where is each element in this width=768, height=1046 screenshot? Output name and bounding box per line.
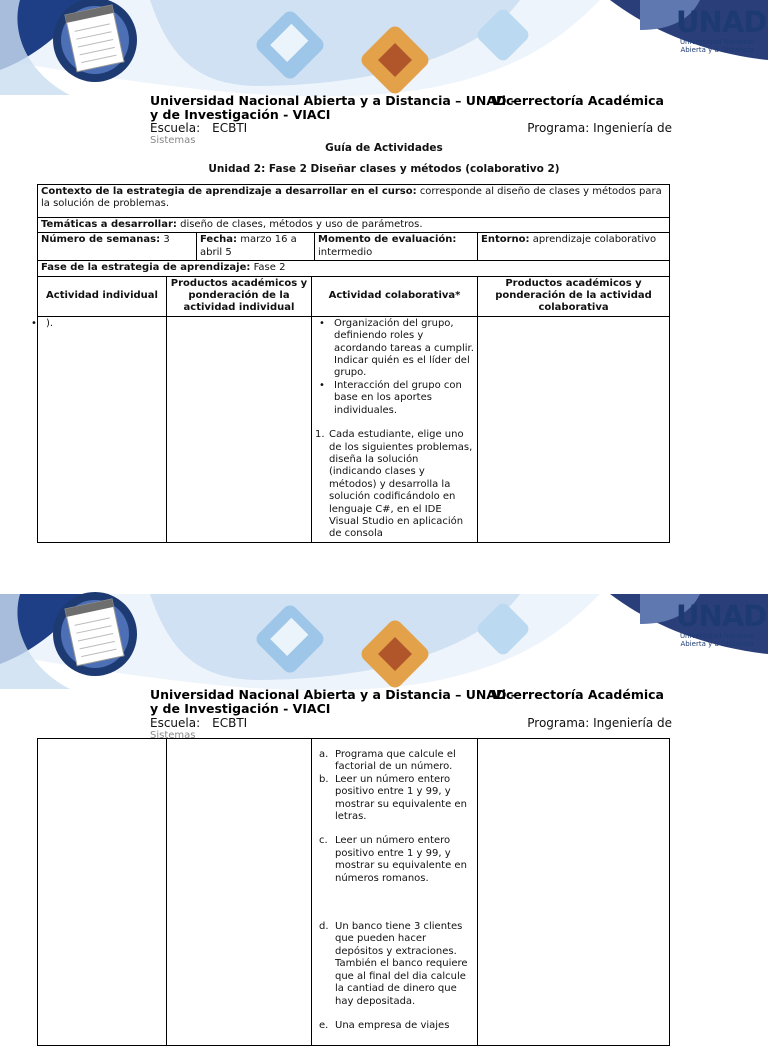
fecha-label: Fecha: [200, 234, 238, 246]
products-individual-cell [167, 739, 312, 1046]
unit-subtitle: Unidad 2: Fase 2 Diseñar clases y métodos (colaborativo 2) [208, 163, 560, 175]
collab-bullet-organizacion: • Organización del grupo, definiendo roles y acordando tareas a cumplir. Indicar quién es el líder del grupo. [315, 318, 474, 380]
institution-line2: y de Investigación - VIACI [150, 107, 331, 122]
institution-line1: Universidad Nacional Abierta y a Distancia – UNAD - [150, 93, 516, 108]
fecha-cell [197, 233, 315, 261]
logo-line2: Abierta y a Distancia [680, 46, 754, 54]
tematicas-cell [38, 218, 670, 233]
unad-logo [676, 599, 767, 648]
logo-mark: UNAD [676, 5, 767, 39]
activity-table-continued [37, 738, 670, 1046]
problem-b: b. Leer un número entero positivo entre 1 y 99, y mostrar su equivalente en letras. [319, 773, 467, 823]
escuela-label: Escuela: [150, 716, 201, 730]
logo-line1: Universidad Nacional [679, 632, 755, 640]
logo-line1: Universidad Nacional [679, 38, 755, 46]
programa-label: Programa: Ingeniería de [527, 121, 672, 135]
logo-line2: Abierta y a Distancia [680, 640, 754, 648]
individual-cell [38, 739, 167, 1046]
problem-c: c. Leer un número entero positivo entre 1 y 99, y mostrar su equivalente en números romanos. [319, 835, 467, 884]
tematicas-value: diseño de clases, métodos y uso de parámetros. [180, 219, 423, 230]
products-individual-cell [167, 316, 312, 542]
momento-value: intermedio [318, 246, 373, 258]
institution-title [150, 94, 670, 122]
fecha-value: marzo 16 a abril 5 [200, 234, 297, 258]
header-banner [0, 0, 768, 100]
guide-title: Guía de Actividades [325, 142, 443, 154]
escuela-value: ECBTI [212, 716, 248, 730]
logo-mark: UNAD [676, 599, 767, 633]
semanas-cell [38, 233, 197, 261]
collaborative-cell [312, 316, 478, 542]
page-gap [0, 560, 768, 594]
vicerrectoria: Vicerrectoría Académica [492, 93, 664, 108]
vicerrectoria: Vicerrectoría Académica [492, 687, 664, 702]
contexto-label: Contexto de la estrategia de aprendizaje a desarrollar en el curso: [41, 186, 417, 197]
individual-cell [38, 316, 167, 542]
header-banner [0, 594, 768, 694]
col-header-collaborative: Actividad colaborativa* [312, 276, 478, 316]
collab-step-1: 1. Cada estudiante, elige uno de los siguientes problemas, diseña la solución (indicando clases y métodos) y desarrolla la solución codificándolo en lenguaje C#, en el IDE Visual Studio en aplicación de consola [315, 429, 473, 540]
programa-label: Programa: Ingeniería de [527, 716, 672, 730]
problem-a: a. Programa que calcule el factorial de un número. [319, 749, 456, 773]
escuela-value: ECBTI [212, 121, 248, 135]
activity-table [37, 184, 670, 543]
contexto-value: corresponde al diseño de clases y métodos para la solución de problemas. [41, 186, 662, 210]
products-collaborative-cell [478, 739, 670, 1046]
entorno-cell [478, 233, 670, 261]
fase-label: Fase de la estrategia de aprendizaje: [41, 262, 251, 274]
problem-d: d. Un banco tiene 3 clientes que pueden hacer depósitos y extraciones. También el banco requiere que al final del dia calcule la cantiad de dinero que hay depositada. [319, 921, 468, 1007]
semanas-value: 3 [163, 234, 170, 246]
col-header-products-collaborative: Productos académicos y ponderación de la actividad colaborativa [478, 276, 670, 316]
momento-cell [315, 233, 478, 261]
entorno-value: aprendizaje colaborativo [532, 234, 657, 246]
collab-bullet-interaccion: • Interacción del grupo con base en los aportes individuales. [315, 380, 474, 417]
col-header-products-individual: Productos académicos y ponderación de la actividad individual [167, 276, 312, 316]
institution-line1: Universidad Nacional Abierta y a Distancia – UNAD - [150, 687, 516, 702]
tematicas-label: Temáticas a desarrollar: [41, 219, 177, 230]
semanas-label: Número de semanas: [41, 234, 161, 246]
unad-logo [676, 5, 767, 54]
momento-label: Momento de evaluación: [318, 234, 457, 246]
institution-title [150, 688, 670, 716]
problem-e: e. Una empresa de viajes [319, 1019, 450, 1031]
products-collaborative-cell [478, 316, 670, 542]
contexto-cell [38, 185, 670, 218]
fase-cell [38, 261, 670, 276]
cut-text: Sistemas [150, 730, 196, 741]
entorno-label: Entorno: [481, 234, 530, 246]
col-header-individual: Actividad individual [38, 276, 167, 316]
collaborative-cell [312, 739, 478, 1046]
individual-item: • ). [27, 318, 163, 330]
institution-line2: y de Investigación - VIACI [150, 701, 331, 716]
document-page-2 [0, 594, 768, 1031]
fase-value: Fase 2 [253, 262, 286, 274]
escuela-label: Escuela: [150, 121, 201, 135]
cut-text: Sistemas [150, 135, 196, 146]
